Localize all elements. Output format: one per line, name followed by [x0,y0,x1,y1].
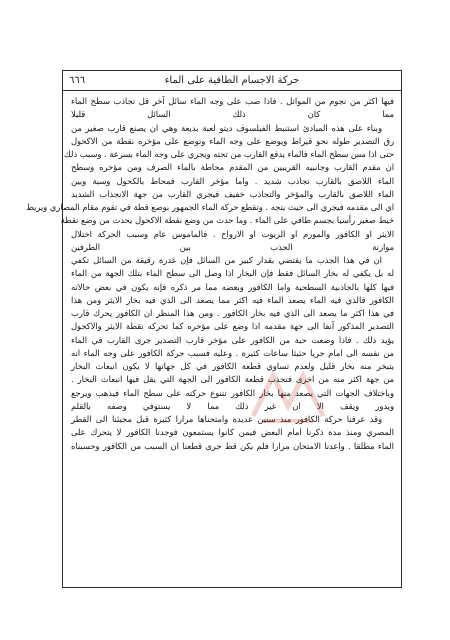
text-line: المصري ومنذ مدة ذكرنا امام البعض فيمن كانوا يستمعون فوجدنا الكافور لا يتحرك على [71,427,394,438]
running-title: حركة الاجسام الطافية على الماء [164,75,300,86]
text-line: التصدير المذكور آنفا الى جهة مقدمه اذا وضع على مؤخره كما تحركه نقطة الايثر والاكحول [71,321,394,332]
text-line: رق التصدير طوله نحو قيراط ويوضع على وجه الماء وتوضع على مؤخره نقطة من الاكحول [71,135,394,146]
text-line: ان مقدم القارب وجانبيه القريبين من المقدم محاطة بالماء الصرف ومن مؤخره وسطح [71,162,394,173]
text-line: الماء اللاصق بالقارب والمؤخر والتجاذب خفيف فيجري القارب من جهة الانجذاب الشديد [71,188,394,199]
text-line: وبناء على هذه المبادئ استنبط الفيلسوف ديتو لعبة بديعة وهي ان يصنع قارب صغير من [71,122,382,133]
text-line: مما كان ذلك السائل قليلا [71,109,394,120]
text-line: الكافور فالذي فيه الماء يصعد الماء فيه اكثر مما يصعد الى الذي فيه بخار الايثر ومن هذا [71,294,394,305]
text-line: فيها كلها بالجاذبية السطحية واما الكافور وبعضه مما مر ذكره فإنه يكون في بعض حالاته [71,281,394,292]
text-line: ويدور ويقف الا ان غير ذلك مما لا يستوفي وصفه بالقلم [71,400,394,411]
text-line: يؤيد ذلك . فاذا وضعت حبة من الكافور على مؤخر قارب التصدير جرى القارب في الماء [71,334,394,345]
text-line: خيط صغير رأسيا بجسم طافي على الماء . وما حدث من وضع نقطة الاكحول يحدث من وضع نقطة [60,215,394,226]
text-line: الماء اللاصق بالقارب تجاذب شديد . واما مؤخر القارب فمحاط بالكحول وسبة وبين [71,175,394,186]
page-number: ٦٦٦ [69,75,86,86]
text-line: الايثر او الكافور والمورم او الزيوت او الارواح . فالماموس عام وسبب الحركة اختلال [71,228,394,239]
text-line: اي الى مقدمه فيجري الى حيث يتجه . وتقطع حركة الماء الجمهور بوضع قطة في تقوم مقام المصاري ويربط [26,202,394,212]
text-line: وقد عرفنا حركة الكافور منذ سنين عديدة وامتحناها مرارا كثيرة قبل مجيئنا الى القطر [71,414,382,424]
text-line: له بل يكفي له بخار السائل فقط فإن البخار اذا وصل الى سطح الماء بتلك الجهة من الماء [71,268,394,279]
text-line: ان في هذا الجذب ما يقتضي بقدار كبير من السائل فإن غدرة رقيقة من السائل تكفي [71,255,382,265]
text-line: من جهة اكثر منه من اخرى فتجذب قطعة الكافور الى الجهة التي يقل فيها انبعاث البخار . [71,374,394,385]
text-line: الماء مطلقا . واعدنا الامتحان مرارا فلم يكن قط جرى قطعنا ان السبب من الكافور وحسبناه [71,440,394,451]
book-page [26,70,402,588]
text-line: من نفسه الى امام جريا حثيثا ساعات كثيرة . وعليه فسبب حركة الكافور على وجه الماء انه [71,347,394,358]
text-line: يتبخر منه بخار قليل ولعدم تساوي قطعة الكافور في كل جهاتها لا يكون انبعاث البخار [71,361,394,371]
body-text [26,95,394,579]
text-line: موازنة الجذب بين الطرفين [71,241,394,252]
text-line: حتى اذا مس سطح الماء فالماء يدفع القارب من تحته ويجري على وجه الماء بسرعة . وسبب ذلك [63,149,394,159]
watermark-logo [233,361,343,431]
text-line: وباختلاف الجهات التي يصعد منها بخار الكافور تتنوع حركته على سطح الماء فيذهب ويرجع [71,387,394,398]
text-line: فيها اكثر من نجوم من المواتل . فاذا صب على وجه الماء سائل آخر قل تجاذب سطح الماء [71,96,394,106]
page-header [63,71,401,91]
text-line: في هذا اكثر ما يصعد الى الذي فيه بخار الكافور . ومن هذا المنظر ان الكافور يحرك قارب [71,308,394,318]
